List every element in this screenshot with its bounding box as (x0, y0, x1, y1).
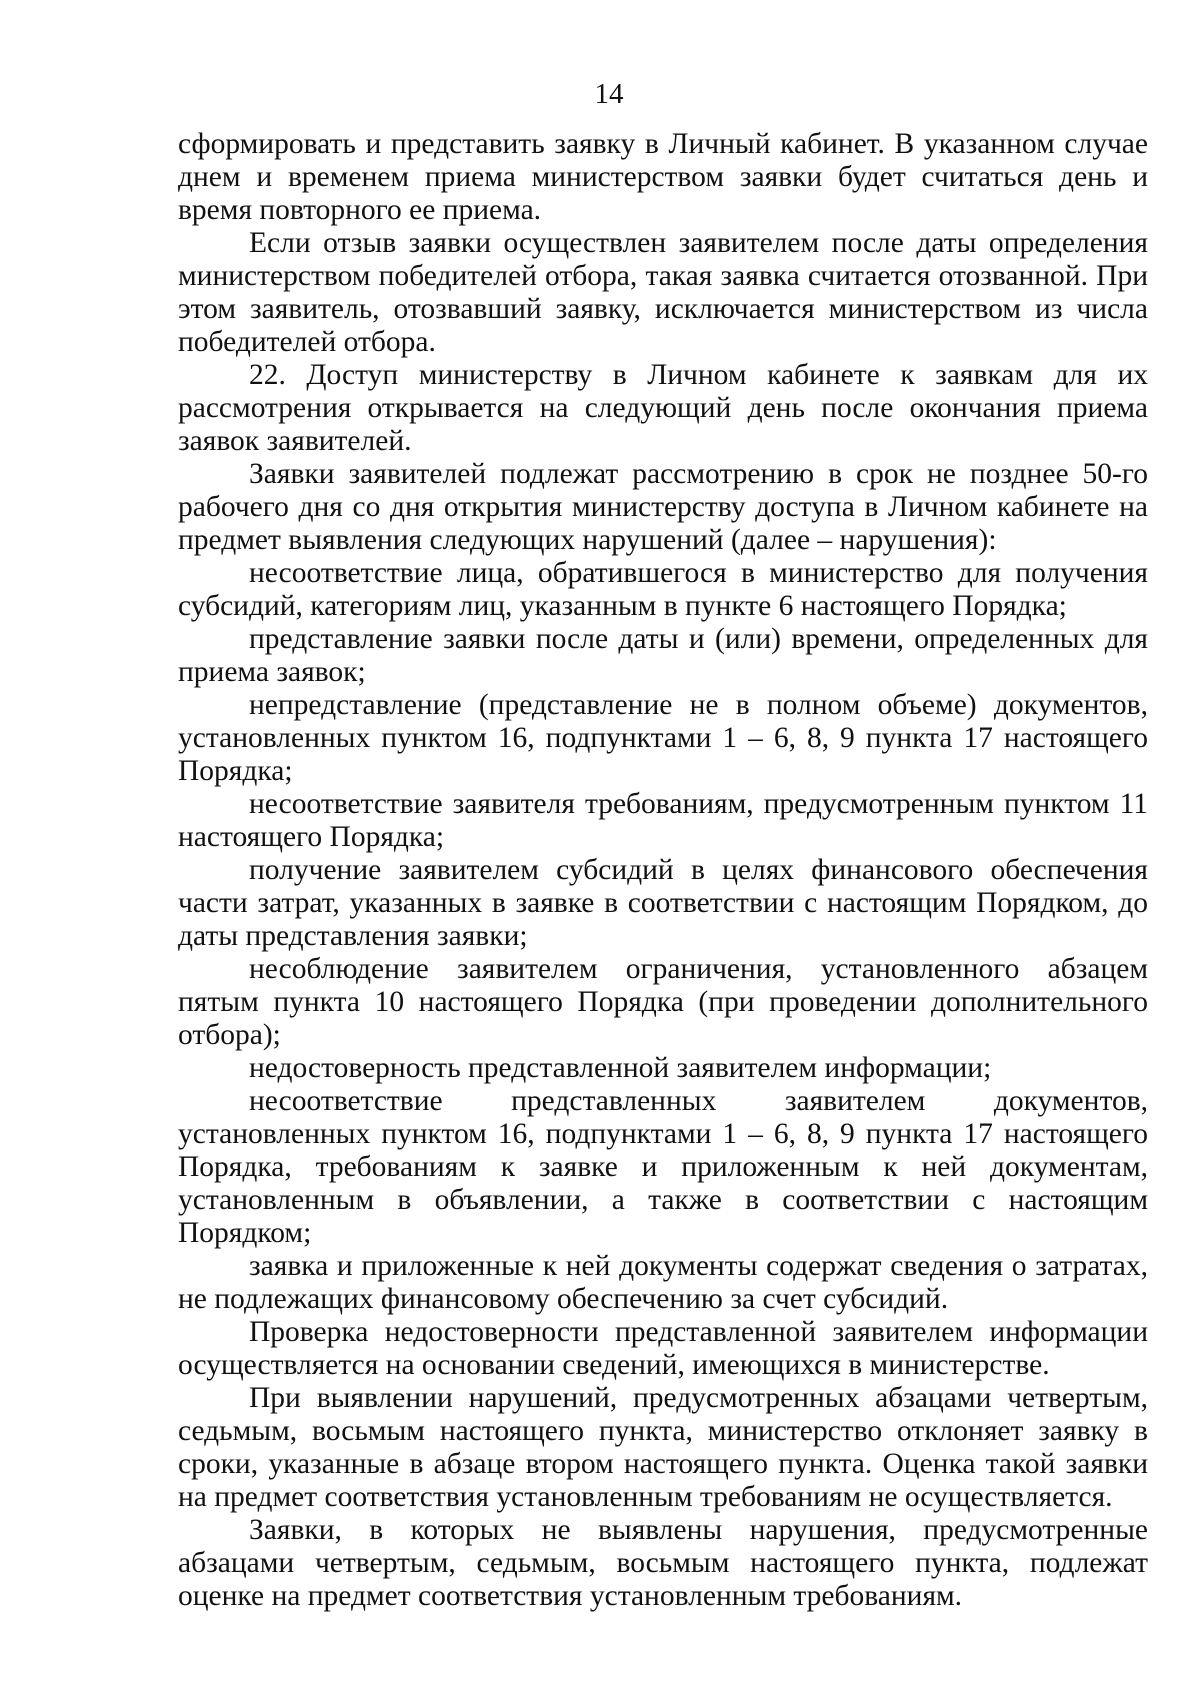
violation-item: недостоверность представленной заявителем информации; (249, 1052, 992, 1084)
paragraph-continued: сформировать и представить заявку в Личный кабинет. В указанном случае днем и временем приема министерством заявки будет считаться день и время повторного ее приема. (178, 128, 1148, 226)
document-body (178, 128, 1148, 1613)
paragraph: При выявлении нарушений, предусмотренных абзацами четвертым, седьмым, восьмым настоящего пункта, министерство отклоняет заявку в сроки, указанные в абзаце втором настоящего пункта. Оценка такой заявки на предмет соответствия установленным требованиям не осуществляется. (178, 1382, 1148, 1513)
paragraph-item-22: 22. Доступ министерству в Личном кабинете к заявкам для их рассмотрения открывается на следующий день после окончания приема заявок заявителей. (178, 359, 1148, 457)
paragraph: Если отзыв заявки осуществлен заявителем после даты определения министерством победителей отбора, такая заявка считается отозванной. При этом заявитель, отозвавший заявку, исключается министерством из числа победителей отбора. (178, 227, 1148, 358)
paragraph: Заявки заявителей подлежат рассмотрению в срок не позднее 50-го рабочего дня со дня открытия министерству доступа в Личном кабинете на предмет выявления следующих нарушений (далее – нарушения): (178, 458, 1148, 556)
violation-item: несоответствие лица, обратившегося в министерство для получения субсидий, категориям лиц, указанным в пункте 6 настоящего Порядка; (178, 557, 1148, 622)
violation-item: представление заявки после даты и (или) времени, определенных для приема заявок; (178, 623, 1148, 688)
violation-item: несоответствие представленных заявителем документов, установленных пунктом 16, подпунктами 1 – 6, 8, 9 пункта 17 настоящего Порядка, требованиям к заявке и приложенным к ней документам, установленным в объявлении, а также в соответствии с настоящим Порядком; (178, 1085, 1148, 1249)
violation-item: непредставление (представление не в полном объеме) документов, установленных пунктом 16, подпунктами 1 – 6, 8, 9 пункта 17 настоящего Порядка; (178, 689, 1148, 787)
page-number: 14 (594, 78, 624, 110)
paragraph: Заявки, в которых не выявлены нарушения, предусмотренные абзацами четвертым, седьмым, восьмым настоящего пункта, подлежат оценке на предмет соответствия установленным требованиям. (178, 1514, 1148, 1612)
violation-item: несоответствие заявителя требованиям, предусмотренным пунктом 11 настоящего Порядка; (178, 788, 1148, 853)
violation-item: несоблюдение заявителем ограничения, установленного абзацем пятым пункта 10 настоящего Порядка (при проведении дополнительного отбора); (178, 953, 1148, 1051)
paragraph: Проверка недостоверности представленной заявителем информации осуществляется на основании сведений, имеющихся в министерстве. (178, 1316, 1148, 1381)
violation-item: заявка и приложенные к ней документы содержат сведения о затратах, не подлежащих финансовому обеспечению за счет субсидий. (178, 1250, 1148, 1315)
violation-item: получение заявителем субсидий в целях финансового обеспечения части затрат, указанных в заявке в соответствии с настоящим Порядком, до даты представления заявки; (178, 854, 1148, 952)
